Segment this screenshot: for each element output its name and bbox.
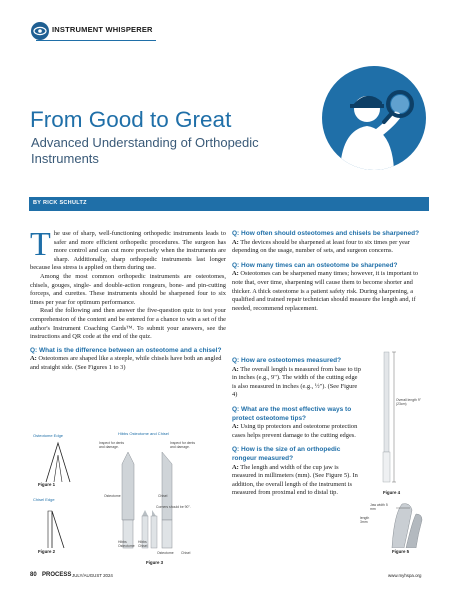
figure-1-caption: Figure 1 <box>38 482 56 487</box>
article-title: From Good to Great <box>30 107 232 132</box>
header-divider <box>36 40 156 41</box>
magazine-name: PROCESS <box>42 572 72 578</box>
question-2: Q: How often should osteotomes and chisels be sharpened? <box>232 230 420 237</box>
osteotome-bottom-label: Osteotome <box>157 551 174 555</box>
overall-length-label: Overall length 9" (23cm) <box>396 398 421 406</box>
right-column-top <box>232 230 428 313</box>
answer-4: A: The overall length is measured from base to tip in inches (e.g., 9"). The width of the cutting edge is also measured in inches (e.g., ½"). (See Figure 4) <box>232 365 361 399</box>
byline: BY RICK SCHULTZ <box>33 200 87 206</box>
figure-3-caption: Figure 3 <box>146 560 164 565</box>
jaw-width-label: Jaw width 5 mm <box>370 503 388 511</box>
osteotome-measure-diagram <box>376 350 416 484</box>
paragraph-2: Among the most common orthopedic instruments are osteotomes, chisels, gouges, single- and double-action rongeurs, bone- and pin-cutting forceps, and curettes. These instruments should be sharpened four to six times per year for optimum performance. <box>30 272 226 306</box>
inspect-note-right: Inspect for dents and damage. <box>170 441 196 449</box>
hibbs-chisel-label: Hibbs Chisel <box>138 540 148 548</box>
corners-note: Corners should be 90°. <box>156 505 191 509</box>
answer-5: A: Using tip protectors and osteotome protection cases helps prevent damage to the cutting edges. <box>232 423 358 439</box>
osteotome-edge-label: Osteotome Edge <box>33 433 64 438</box>
website-link[interactable]: www.myhspa.org <box>388 573 422 578</box>
answer-1: A: Osteotomes are shaped like a steeple, while chisels have both an angled and straight side. (See Figures 1 to 3) <box>30 355 222 371</box>
inspect-note-left: Inspect for dents and damage. <box>99 441 125 449</box>
question-3: Q: How many times can an osteotome be sharpened? <box>232 261 398 269</box>
technician-with-magnifier-icon <box>322 66 426 170</box>
length-label: length 3mm <box>360 516 370 524</box>
page-number: 80 <box>30 572 37 578</box>
hibbs-osteotome-label: Hibbs Osteotome <box>118 540 135 548</box>
figure-4-caption: Figure 4 <box>383 490 401 495</box>
article-subtitle: Advanced Understanding of Orthopedic Instruments <box>31 135 259 166</box>
chisel-edge-label: Chisel Edge <box>33 497 55 502</box>
figure-5-caption: Figure 5 <box>392 549 410 554</box>
figure-2-caption: Figure 2 <box>38 549 56 554</box>
question-1: Q: What is the difference between an osteotome and a chisel? <box>30 346 222 354</box>
right-column-bottom <box>232 357 362 498</box>
figure-3-heading: Hibbs Osteotome and Chisel <box>118 431 169 436</box>
question-4: Q: How are osteotomes measured? <box>232 357 342 364</box>
osteotome-edge-diagram <box>38 441 78 483</box>
chisel-edge-diagram <box>38 505 78 549</box>
chisel-bottom-label: Chisel <box>181 551 191 555</box>
byline-bar <box>29 197 429 211</box>
left-column <box>30 226 226 373</box>
question-5: Q: What are the most effective ways to protect osteotome tips? <box>232 405 352 422</box>
osteotome-label: Osteotome <box>104 494 121 498</box>
section-label: INSTRUMENT WHISPERER <box>52 25 153 34</box>
intro-paragraph: he use of sharp, well-functioning orthopedic instruments leads to safer and more efficient orthopedic procedures. The surgeon has more control and can cut more precisely when the instruments are sharp. Additionally, sharp orthopedic instruments last longer because less stress is applied on them during use. <box>30 230 226 272</box>
answer-3: A: Osteotomes can be sharpened many times; however, it is important to note that, over time, sharpening will cause them to become shorter and thicker. A thick osteotome is a patient safety risk. During sharpening, a qualified and trained repair technician should measure the length and, if needed, recommend replacement. <box>232 270 419 312</box>
question-6: Q: How is the size of an orthopedic rongeur measured? <box>232 446 341 462</box>
eye-icon <box>31 22 49 40</box>
answer-2: A: The devices should be sharpened at least four to six times per year depending on the usage, number of sets, and surgeon concerns. <box>232 238 410 255</box>
paragraph-3: Read the following and then answer the five-question quiz to test your comprehension of the content and be entered for a chance to win a set of the author's Instrument Coaching Cards™. To submit your answers, see the instructions and QR code at the end of the quiz. <box>30 307 226 341</box>
drop-cap: T <box>30 226 51 263</box>
issue-date: JULY/AUGUST 2024 <box>72 573 113 578</box>
chisel-label: Chisel <box>158 494 168 498</box>
figure-3-instruments <box>118 450 188 550</box>
answer-6: A: The length and width of the cup jaw is measured in millimeters (mm). (See Figure 5). In addition, the overall length of the instrument is measured from proximal end to distal tip. <box>232 463 358 497</box>
